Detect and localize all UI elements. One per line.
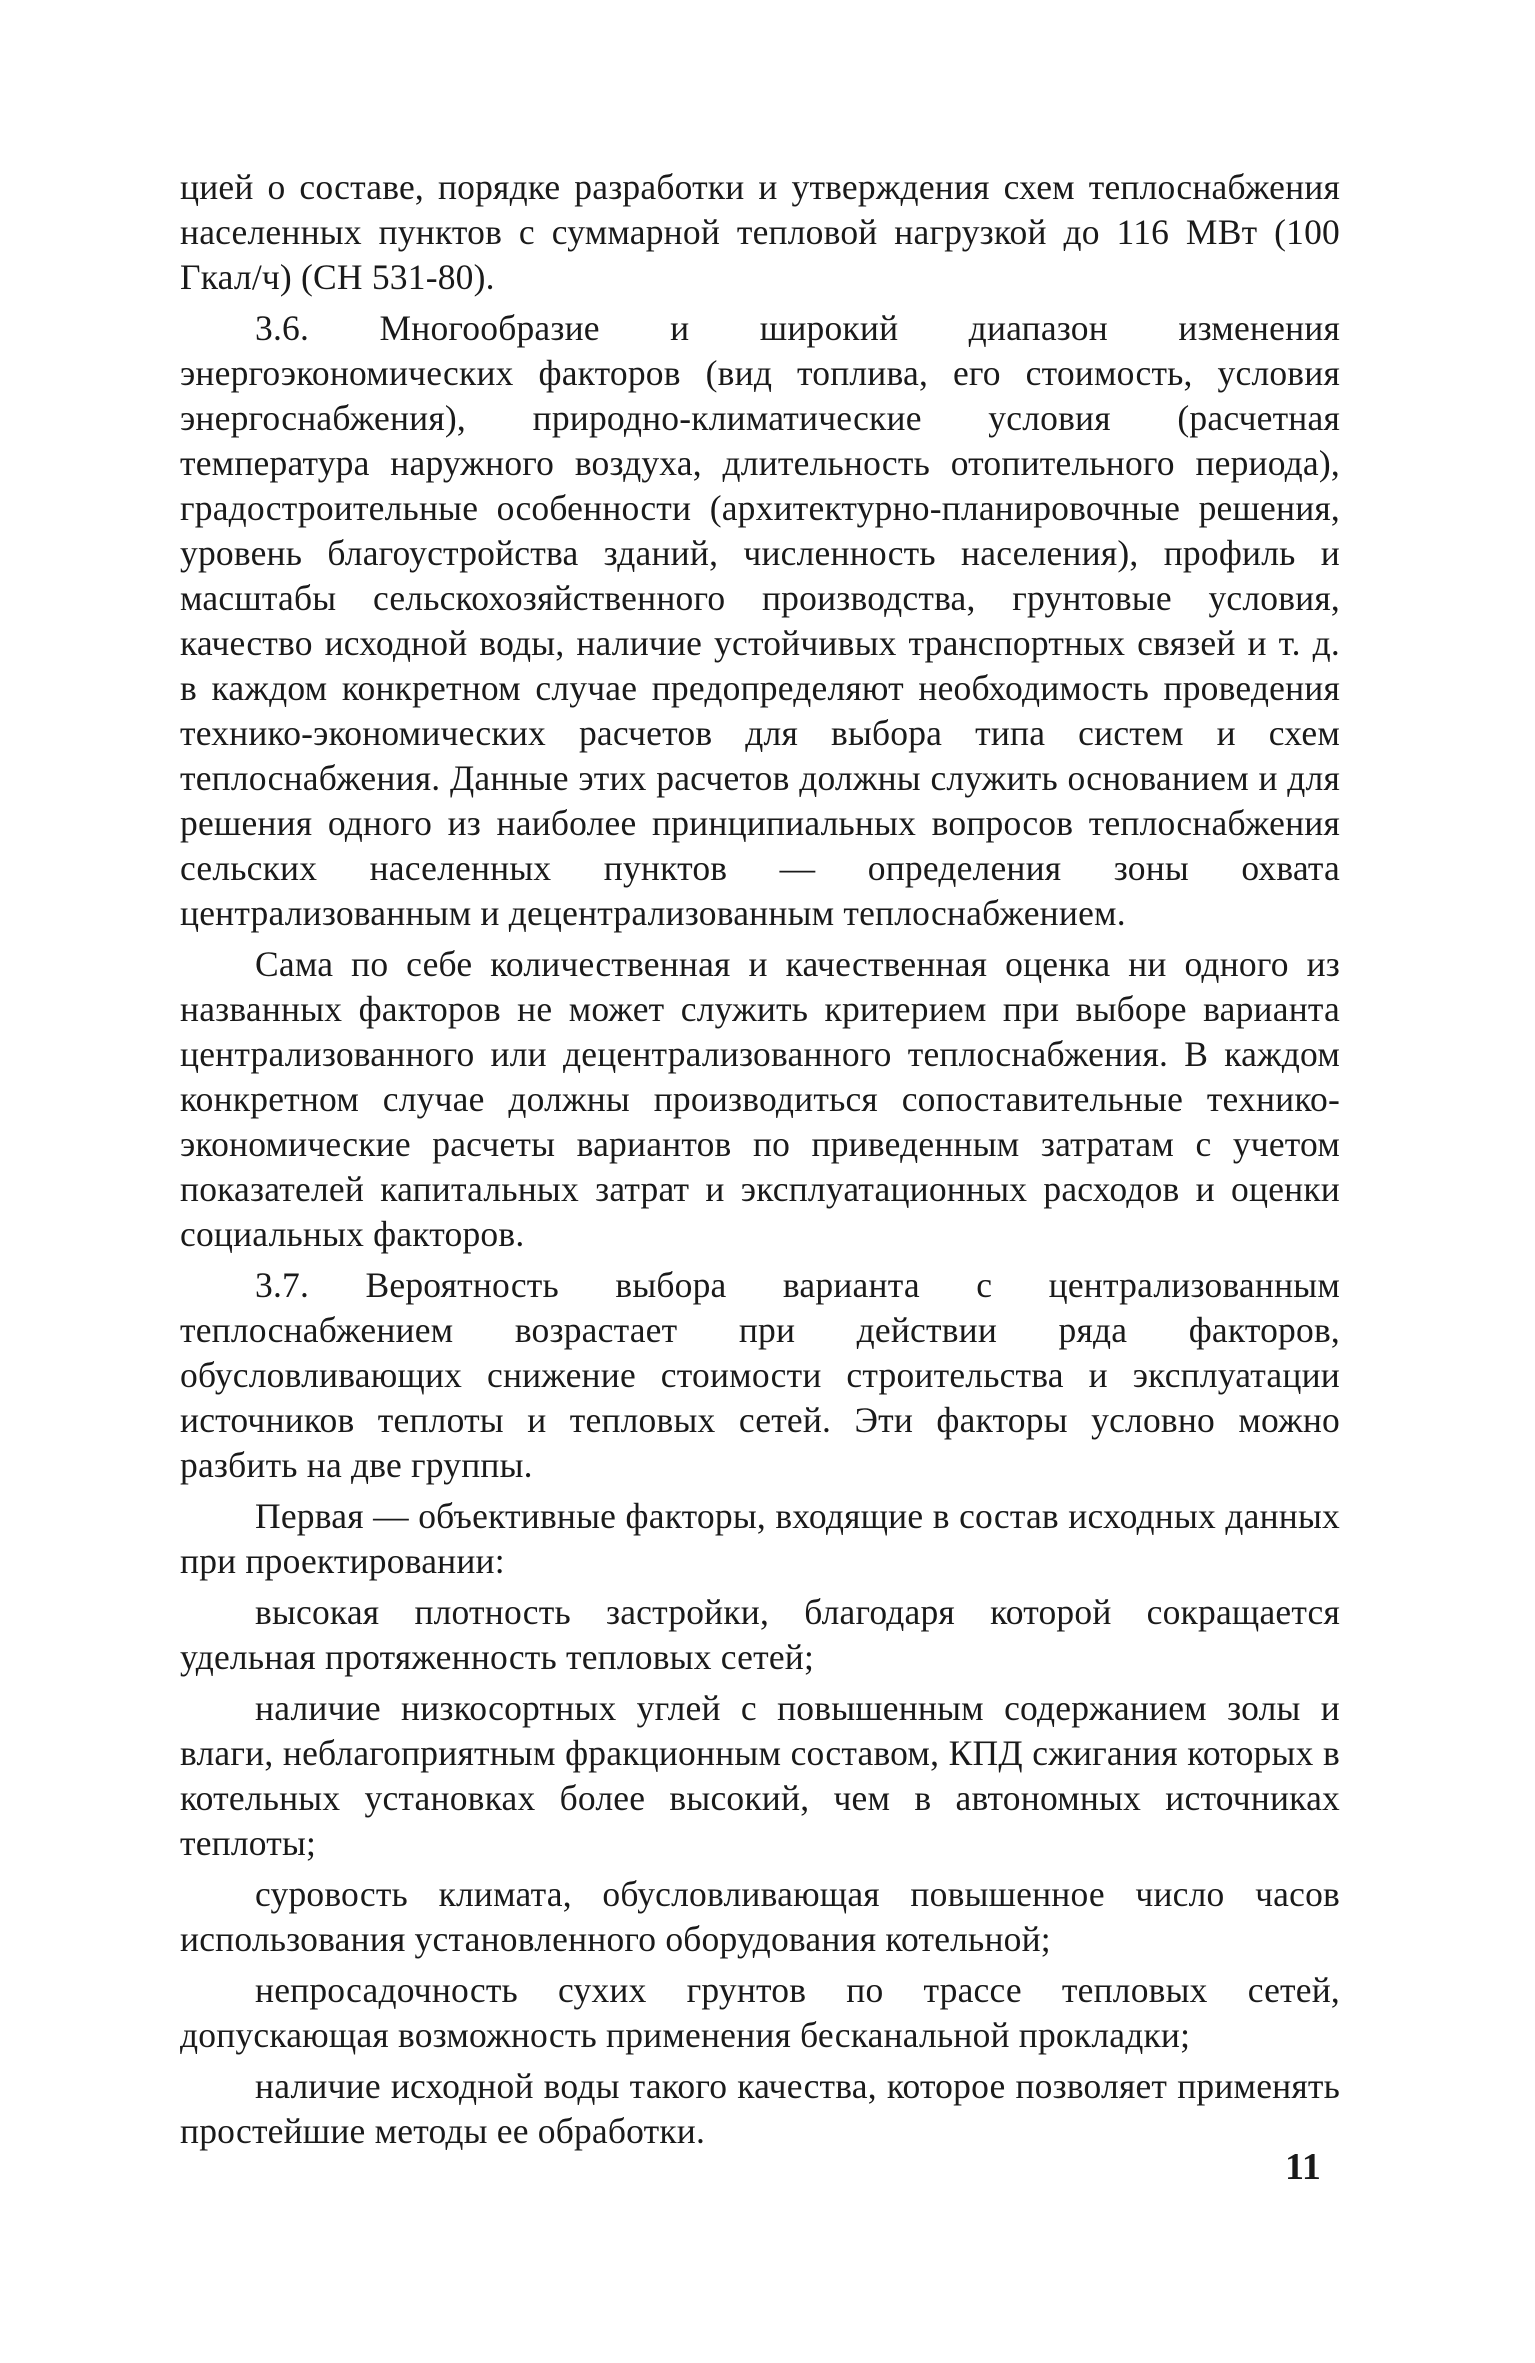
paragraph-text: Первая — объективные факторы, входящие в состав исходных данных при проектировании: (180, 1496, 1340, 1581)
paragraph-continuation (180, 165, 1340, 300)
list-item-density (180, 1590, 1340, 1680)
list-item-climate (180, 1872, 1340, 1962)
paragraph-text: наличие низкосортных углей с повышенным содержанием золы и влаги, неблагоприятным фракционным составом, КПД сжигания которых в котельных установках более высокий, чем в автономных источниках теплоты; (180, 1688, 1340, 1863)
paragraph-section-3-6 (180, 306, 1340, 936)
document-body (180, 165, 1340, 2157)
paragraph-text: наличие исходной воды такого качества, которое позволяет применять простейшие методы ее обработки. (180, 2066, 1340, 2151)
section-number: 3.7. (255, 1265, 310, 1305)
paragraph-sama (180, 942, 1340, 1257)
list-item-water (180, 2064, 1340, 2154)
paragraph-pervaya (180, 1494, 1340, 1584)
section-number: 3.6. (255, 308, 310, 348)
paragraph-text: высокая плотность застройки, благодаря которой сокращается удельная протяженность тепловых сетей; (180, 1592, 1340, 1677)
paragraph-text: непросадочность сухих грунтов по трассе тепловых сетей, допускающая возможность применения бесканальной прокладки; (180, 1970, 1340, 2055)
paragraph-text: Вероятность выбора варианта с централизованным теплоснабжением возрастает при действии ряда факторов, обусловливающих снижение стоимости строительства и эксплуатации источников теплоты и тепловых сетей. Эти факторы условно можно разбить на две группы. (180, 1265, 1341, 1485)
paragraph-section-3-7 (180, 1263, 1340, 1488)
paragraph-text: Многообразие и широкий диапазон изменения энергоэкономических факторов (вид топлива, его стоимость, условия энергоснабжения), природно-климатические условия (расчетная температура наружного воздуха, длительность отопительного периода), градостроительные особенности (архитектурно-планировочные решения, уровень благоустройства зданий, численность населения), профиль и масштабы сельскохозяйственного производства, грунтовые условия, качество исходной воды, наличие устойчивых транспортных связей и т. д. в каждом конкретном случае предопределяют необходимость проведения технико-экономических расчетов для выбора типа систем и схем теплоснабжения. Данные этих расчетов должны служить основанием и для решения одного из наиболее принципиальных вопросов теплоснабжения сельских населенных пунктов — определения зоны охвата централизованным и децентрализованным теплоснабжением. (180, 308, 1340, 933)
paragraph-text: Сама по себе количественная и качественная оценка ни одного из названных факторов не может служить критерием при выборе варианта централизованного или децентрализованного теплоснабжения. В каждом конкретном случае должны производиться сопоставительные технико-экономические расчеты вариантов по приведенным затратам с учетом показателей капитальных затрат и эксплуатационных расходов и оценки социальных факторов. (180, 944, 1340, 1254)
page-number: 11 (1285, 2146, 1321, 2188)
list-item-soil (180, 1968, 1340, 2058)
list-item-coal (180, 1686, 1340, 1866)
paragraph-text: суровость климата, обусловливающая повышенное число часов использования установленного оборудования котельной; (180, 1874, 1340, 1959)
paragraph-text: цией о составе, порядке разработки и утверждения схем теплоснабжения населенных пунктов с суммарной тепловой нагрузкой до 116 МВт (100 Гкал/ч) (СН 531-80). (180, 167, 1340, 297)
